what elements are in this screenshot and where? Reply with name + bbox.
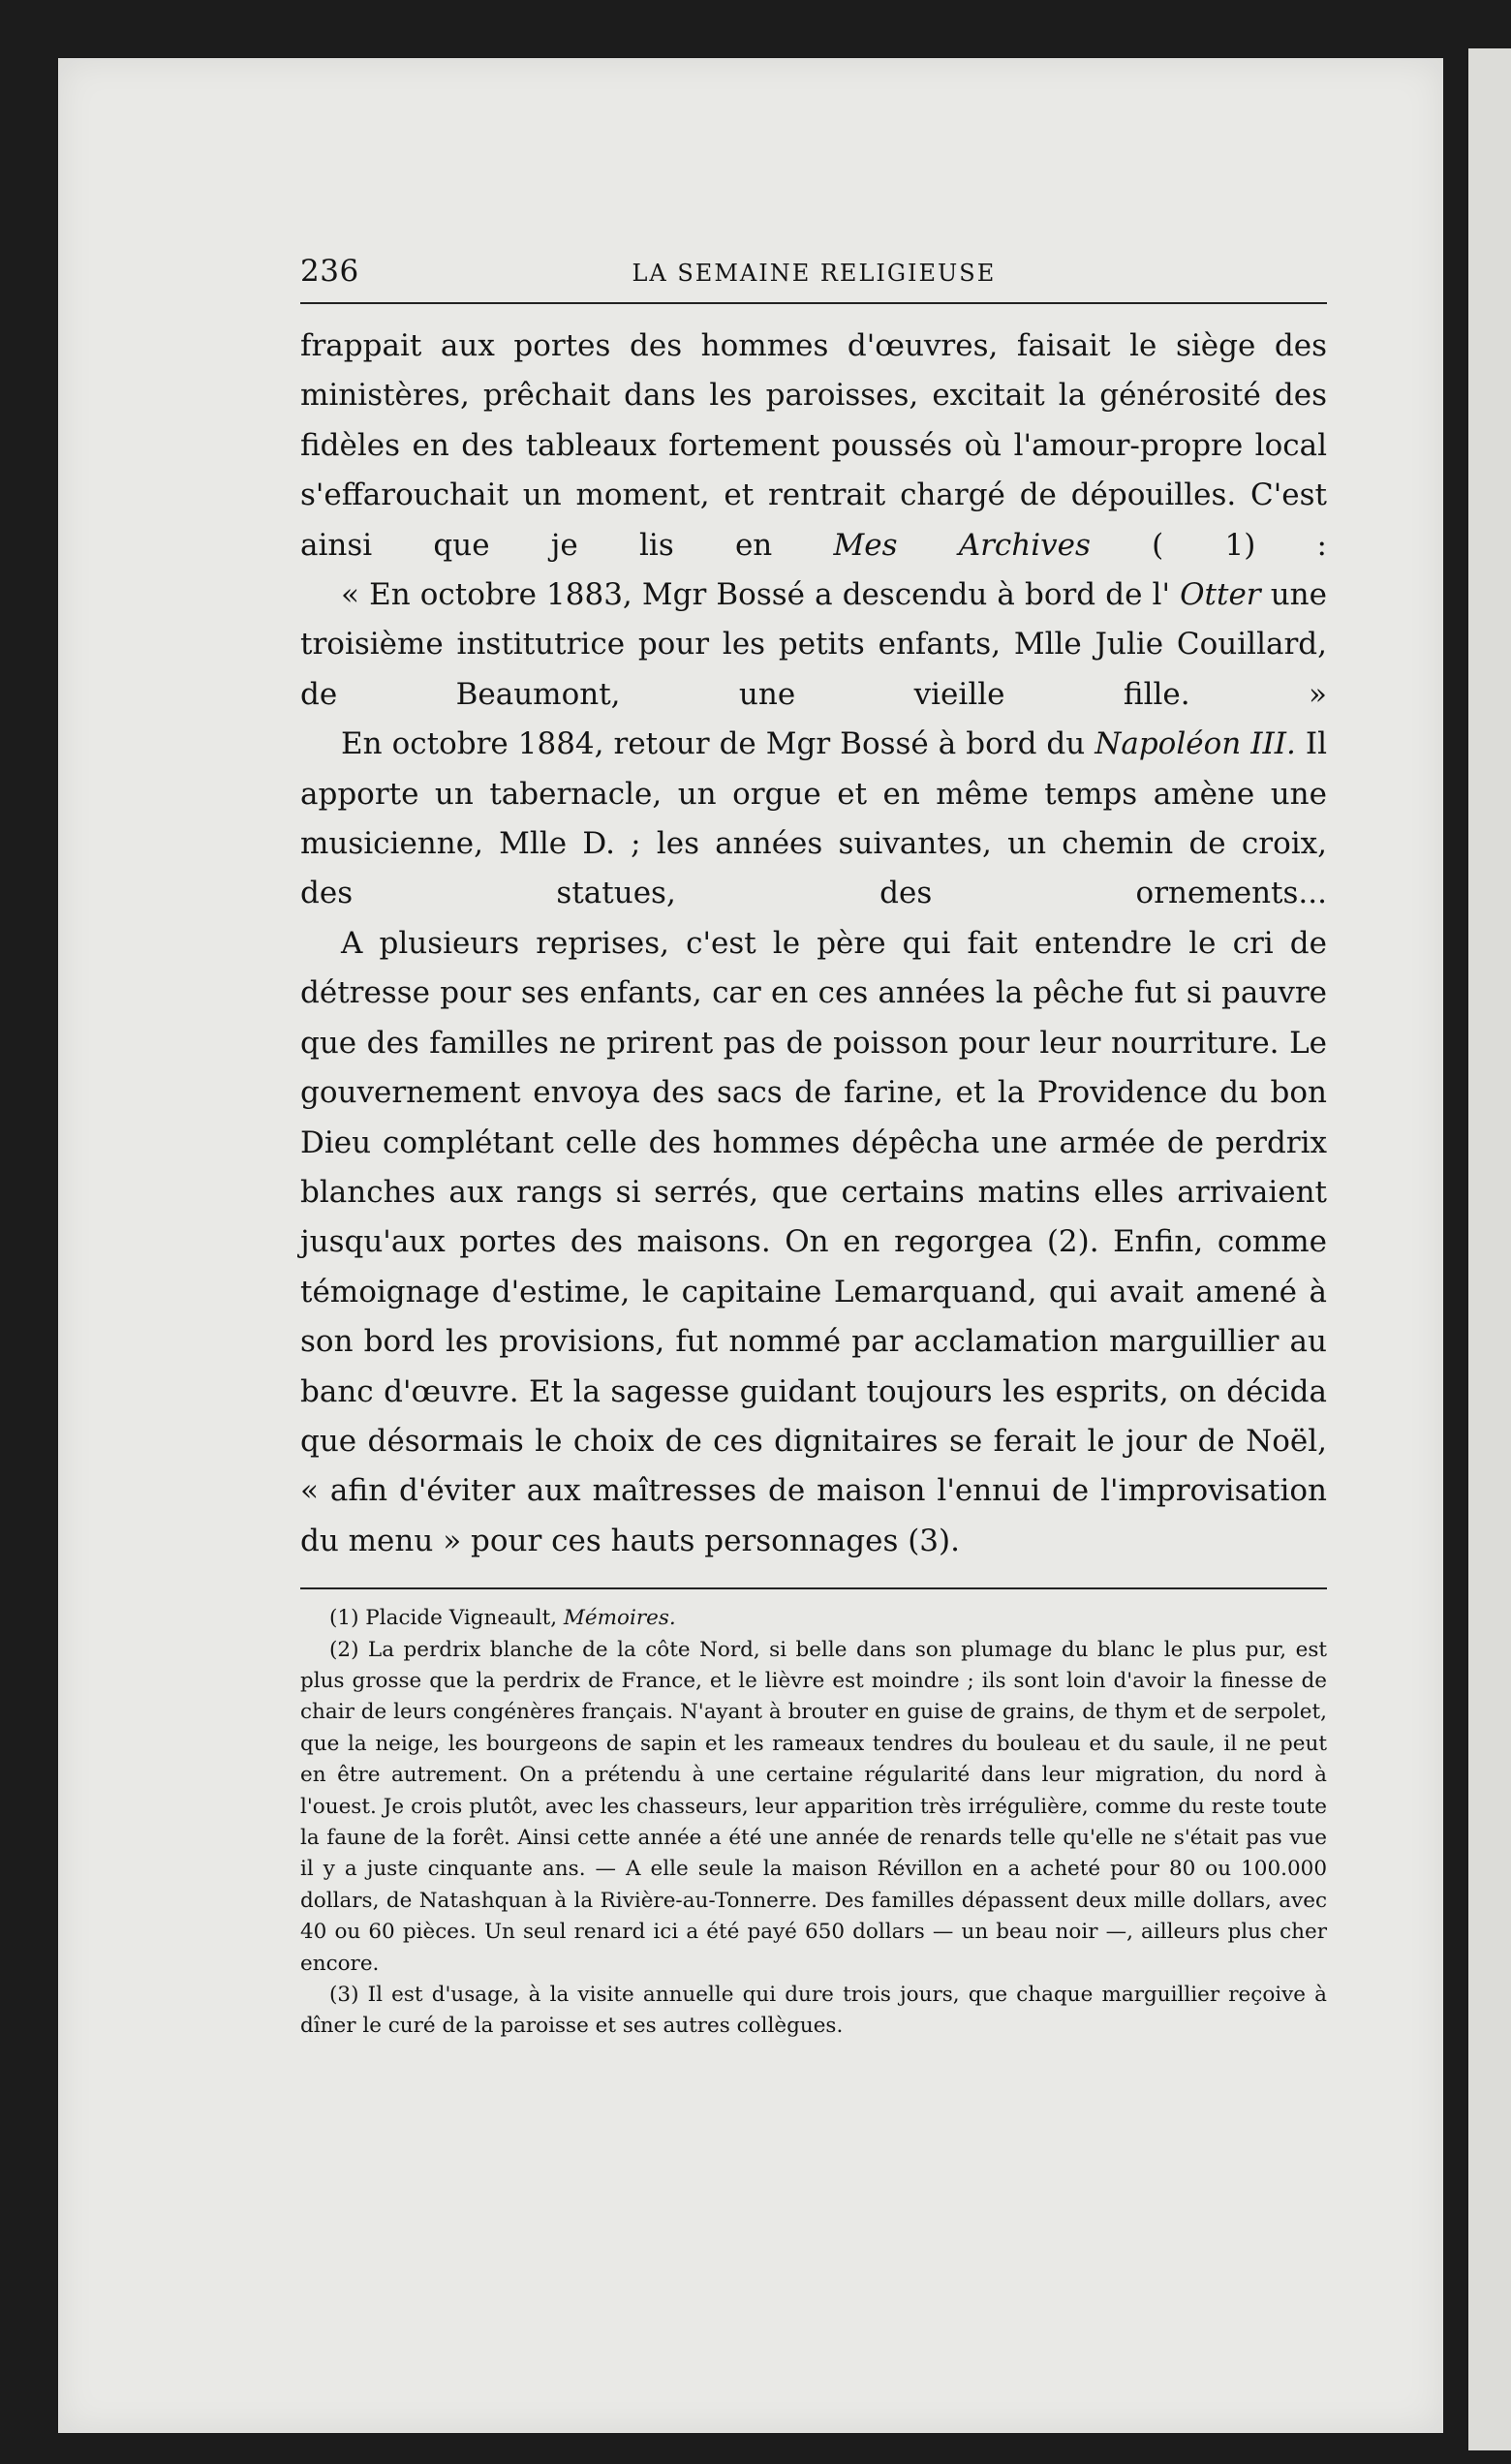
- paragraph-4: A plusieurs reprises, c'est le père qui fait entendre le cri de détresse pour ses enfants, car en ces années la pêche fut si pauvre que des familles ne prirent pas de poisson pour leur nourriture. Le gouvernement envoya des sacs de farine, et la Providence du bon Dieu complétant celle des hommes dépêcha une armée de perdrix blanches aux rangs si serrés, que certains matins elles arrivaient jusqu'aux portes des maisons. On en regorgea (2). Enfin, comme témoignage d'estime, le capitaine Lemarquand, qui avait amené à son bord les provisions, fut nommé par acclamation marguillier au banc d'œuvre. Et la sagesse guidant toujours les esprits, on décida que désormais le choix de ces dignitaires se ferait le jour de Noël, « afin d'éviter aux maîtresses de maison l'ennui de l'improvisation du menu » pour ces hauts personnages (3).: [300, 925, 1327, 1558]
- footnote-3: (3) Il est d'usage, à la visite annuelle qui dure trois jours, que chaque marguillier reçoive à dîner le curé de la paroisse et ses autres collègues.: [300, 1983, 1327, 2039]
- adjacent-page-edge: [1468, 48, 1511, 2450]
- running-head: [300, 254, 1327, 304]
- ship-name: Napoléon III.: [1095, 726, 1296, 762]
- footnote-rule: [300, 1587, 1327, 1589]
- paragraph-2: « En octobre 1883, Mgr Bossé a descendu à bord de l' Otter une troisième institutrice pour les petits enfants, Mlle Julie Couillard, de Beaumont, une vieille fille. »: [300, 577, 1327, 712]
- footnote-2: (2) La perdrix blanche de la côte Nord, si belle dans son plumage du blanc le plus pur, est plus grosse que la perdrix de France, et le lièvre est moindre ; ils sont loin d'avoir la finesse de chair de leurs congénères français. N'ayant à brouter en guise de grains, de thym et de serpolet, que la neige, les bourgeons de sapin et les rameaux tendres du bouleau et du saule, il ne peut en être autrement. On a prétendu à une certaine régularité dans leur migration, du nord à l'ouest. Je crois plutôt, avec les chasseurs, leur apparition très irrégulière, comme du reste toute la faune de la forêt. Ainsi cette année a été une année de renards telle qu'elle ne s'était pas vue il y a juste cinquante ans. — A elle seule la maison Révillon en a acheté pour 80 ou 100.000 dollars, de Natashquan à la Rivière-au-Tonnerre. Des familles dépassent deux mille dollars, avec 40 ou 60 pièces. Un seul renard ici a été payé 650 dollars — un beau noir —, ailleurs plus cher encore.: [300, 1637, 1327, 1976]
- paragraph-1: frappait aux portes des hommes d'œuvres, faisait le siège des ministères, prêchait dans les paroisses, excitait la générosité des fidèles en des tableaux fortement poussés où l'amour-propre local s'effarouchait un moment, et rentrait chargé de dépouilles. C'est ainsi que je lis en Mes Archives ( 1) :: [300, 328, 1327, 563]
- footnotes: [300, 1603, 1327, 2043]
- page-content: [300, 254, 1327, 2043]
- italic-title: Mes Archives: [833, 527, 1091, 563]
- ship-name: Otter: [1180, 577, 1261, 613]
- italic-title: Mémoires.: [563, 1606, 676, 1631]
- body-text: [300, 322, 1327, 1566]
- page-number: 236: [300, 254, 359, 289]
- paragraph-3: En octobre 1884, retour de Mgr Bossé à bord du Napoléon III. Il apporte un tabernacle, un orgue et en même temps amène une musicienne, Mlle D. ; les années suivantes, un chemin de croix, des statues, des ornements...: [300, 726, 1328, 911]
- running-title: LA SEMAINE RELIGIEUSE: [632, 260, 997, 287]
- book-page: [58, 58, 1443, 2433]
- footnote-1: (1) Placide Vigneault, Mémoires.: [329, 1606, 676, 1631]
